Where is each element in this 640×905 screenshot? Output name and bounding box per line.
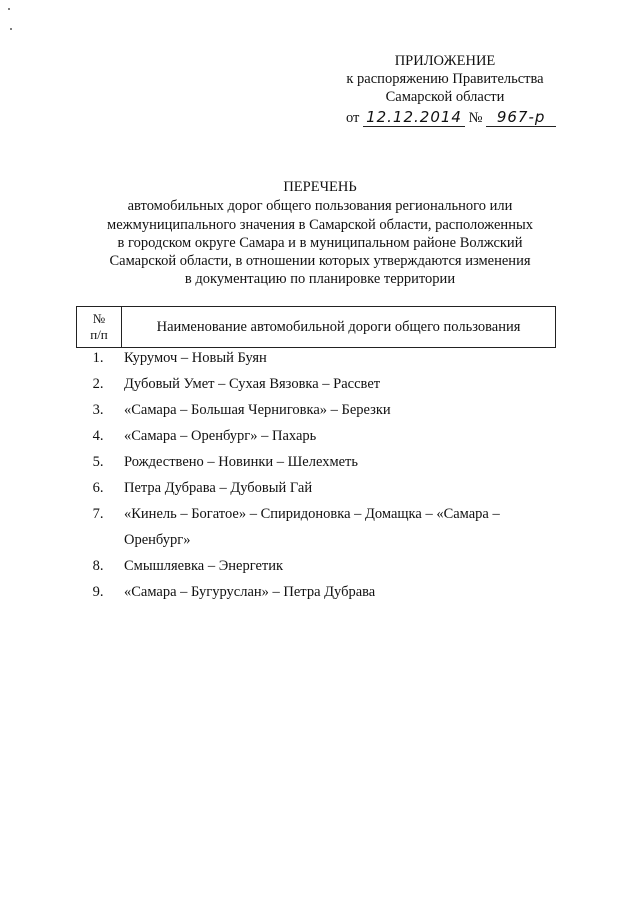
appendix-title: ПРИЛОЖЕНИЕ — [394, 53, 496, 69]
row-number-empty — [76, 527, 120, 553]
road-name: Рождествено – Новинки – Шелехметь — [124, 454, 359, 470]
road-name: Петра Дубрава – Дубовый Гай — [124, 480, 313, 496]
road-name: Смышляевка – Энергетик — [124, 558, 284, 574]
order-reference — [346, 108, 556, 127]
number-label: № — [468, 110, 483, 126]
table-row — [76, 345, 556, 371]
road-name-continuation: Оренбург» — [124, 532, 191, 548]
row-number: 3. — [92, 402, 104, 418]
table-row-continuation — [76, 527, 556, 553]
column-number-line-2: п/п — [90, 327, 108, 342]
heading-line-1: автомобильных дорог общего пользования регионального или — [127, 198, 513, 215]
table-row — [76, 501, 556, 527]
table-row — [76, 449, 556, 475]
row-number: 2. — [92, 376, 104, 392]
from-label: от — [346, 110, 360, 126]
table-row — [76, 553, 556, 579]
road-list — [76, 345, 556, 605]
table-row — [76, 475, 556, 501]
heading-line-3: в городском округе Самара и в муниципальном районе Волжский — [117, 234, 523, 251]
table-row — [76, 423, 556, 449]
road-name: «Кинель – Богатое» – Спиридоновка – Домащка – «Самара – — [124, 506, 500, 522]
column-header-number — [77, 307, 122, 347]
table-row — [76, 371, 556, 397]
table-header — [76, 306, 556, 348]
appendix-line-2: к распоряжению Правительства — [346, 71, 544, 87]
heading-line-5: в документацию по планировке территории — [184, 271, 456, 288]
road-name: Дубовый Умет – Сухая Вязовка – Рассвет — [124, 376, 381, 392]
road-name: «Самара – Оренбург» – Пахарь — [124, 428, 317, 444]
appendix-block — [330, 52, 560, 106]
appendix-line-3: Самарской области — [385, 89, 505, 105]
table-row — [76, 579, 556, 605]
column-header-name: Наименование автомобильной дороги общего пользования — [156, 318, 521, 335]
table-row — [76, 397, 556, 423]
heading-line-4: Самарской области, в отношении которых утверждаются изменения — [109, 253, 531, 270]
row-number: 4. — [92, 428, 104, 444]
row-number: 5. — [92, 454, 104, 470]
document-heading — [80, 178, 560, 289]
heading-line-2: межмуниципального значения в Самарской области, расположенных — [107, 216, 533, 233]
row-number: 9. — [92, 584, 104, 600]
road-name: Курумоч – Новый Буян — [124, 350, 267, 366]
row-number: 1. — [92, 350, 104, 366]
row-number: 6. — [92, 480, 104, 496]
scan-marks — [6, 6, 20, 40]
row-number: 7. — [92, 506, 104, 522]
order-date: 12.12.2014 — [363, 108, 465, 127]
road-name: «Самара – Большая Черниговка» – Березки — [124, 402, 391, 418]
order-number: 967-р — [486, 108, 556, 127]
column-number-line-1: № — [92, 311, 106, 326]
document-title: ПЕРЕЧЕНЬ — [283, 179, 357, 195]
road-name: «Самара – Бугуруслан» – Петра Дубрава — [124, 584, 376, 600]
row-number: 8. — [92, 558, 104, 574]
